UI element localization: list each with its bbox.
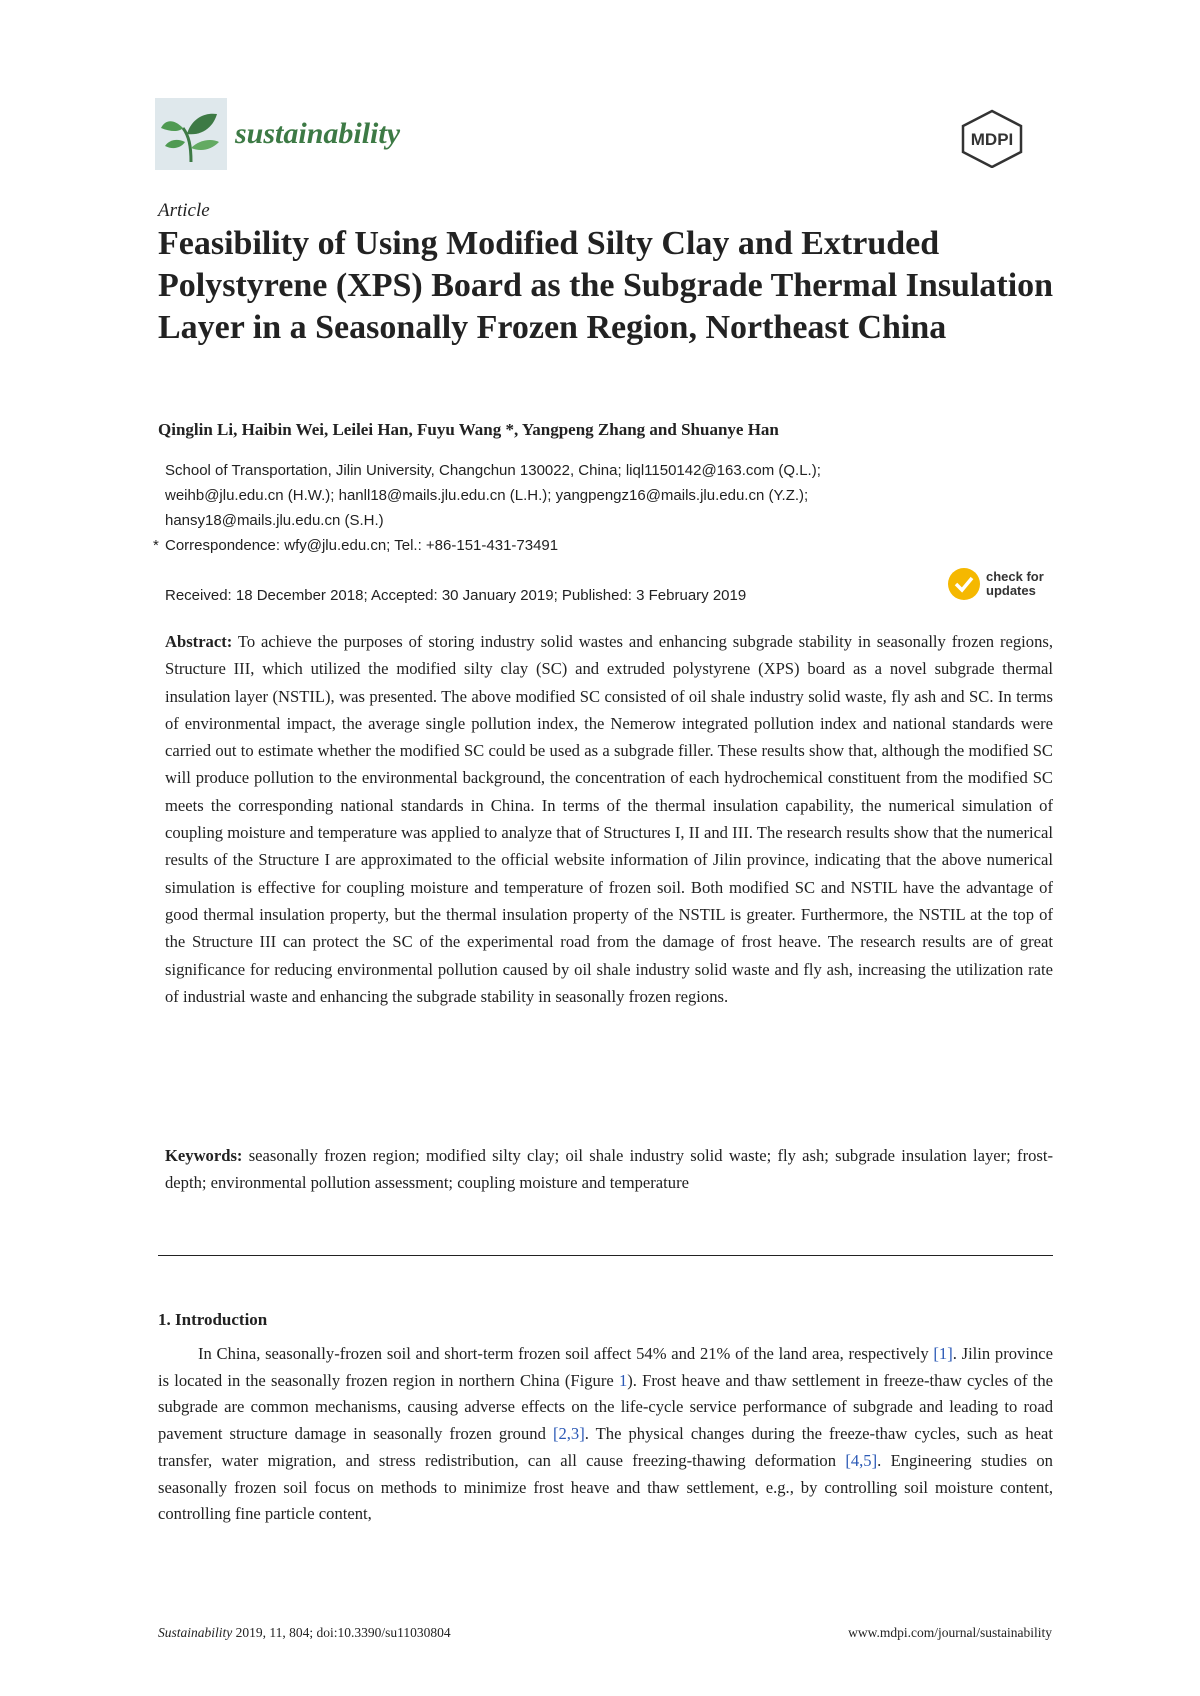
citation-link[interactable]: [2,3] (552, 1424, 585, 1444)
paragraph-text: In China, seasonally-frozen soil and short-term frozen soil affect 54% and 21% of the land area, respectively (198, 1344, 934, 1363)
correspondence-mark: * (153, 537, 159, 554)
divider (158, 1255, 1053, 1256)
introduction-paragraph (158, 1341, 1053, 1528)
paragraph-text: . Engineering studies on seasonally frozen soil focus on methods to minimize frost heave and thaw settlement, e.g., by controlling soil moisture content, controlling fine particle content, (158, 1450, 1053, 1524)
figure-link[interactable]: 1 (618, 1370, 628, 1390)
keywords-text: seasonally frozen region; modified silty clay; oil shale industry solid waste; fly ash; subgrade insulation layer; frost-depth; environmental pollution assessment; coupling moisture and temperature (165, 1146, 1053, 1192)
paragraph-text: ). Frost heave and thaw settlement in freeze-thaw cycles of the subgrade are common mechanisms, causing adverse effects on the life-cycle service performance of subgrade and leading to road pavement structure damage in seasonally frozen ground (158, 1370, 1053, 1444)
footer-citation (158, 1625, 451, 1641)
publication-dates: Received: 18 December 2018; Accepted: 30 January 2019; Published: 3 February 2019 (165, 587, 747, 604)
affiliation-line: School of Transportation, Jilin University, Changchun 130022, China; liql1150142@163.com (Q.L.); (165, 462, 821, 479)
article-type: Article (158, 200, 210, 221)
abstract-label: Abstract: (165, 632, 233, 651)
citation-link[interactable]: [1] (933, 1344, 953, 1363)
affiliation-line: weihb@jlu.edu.cn (H.W.); hanll18@mails.jlu.edu.cn (L.H.); yangpengz16@mails.jlu.edu.cn (Y.Z.); (165, 487, 809, 504)
keywords-label: Keywords: (165, 1146, 243, 1165)
abstract-text: To achieve the purposes of storing industry solid wastes and enhancing subgrade stability in seasonally frozen regions, Structure III, which utilized the modified silty clay (SC) and extruded polystyrene (XPS) board as a novel subgrade thermal insulation layer (NSTIL), was presented. The above modified SC consisted of oil shale industry solid waste, fly ash and SC. In terms of environmental impact, the average single pollution index, the Nemerow integrated pollution index and national standards were carried out to estimate whether the modified SC could be used as a subgrade filler. These results show that, although the modified SC will produce pollution to the environmental background, the concentration of each hydrochemical constituent from the modified SC meets the corresponding national standards in China. In terms of the thermal insulation capability, the numerical simulation of coupling moisture and temperature was applied to analyze that of Structures I, II and III. The research results show that the numerical results of the Structure I are approximated to the official website information of Jilin province, indicating that the above numerical simulation is effective for coupling moisture and temperature of frozen soil. Both modified SC and NSTIL have the advantage of good thermal insulation property, but the thermal insulation property of the NSTIL is greater. Furthermore, the NSTIL at the top of the Structure III can protect the SC of the experimental road from the damage of frost heave. The research results are of great significance for reducing environmental pollution caused by oil shale industry solid waste and fly ash, increasing the utilization rate of industrial waste and enhancing the subgrade stability in seasonally frozen regions. (165, 632, 1053, 1006)
check-label: check for (986, 569, 1044, 584)
paper-title: Feasibility of Using Modified Silty Clay and Extruded Polystyrene (XPS) Board as the Subgrade Thermal Insulation Layer in a Seasonally Frozen Region, Northeast China (158, 225, 1054, 346)
mdpi-logo[interactable] (958, 108, 1026, 168)
correspondence-info: Correspondence: wfy@jlu.edu.cn; Tel.: +86-151-431-73491 (165, 537, 559, 554)
paragraph-text: . The physical changes during the freeze-thaw cycles, such as heat transfer, water migration, and stress redistribution, can all cause freezing-thawing deformation (158, 1424, 1054, 1470)
section-heading: 1. Introduction (158, 1310, 268, 1329)
journal-logo[interactable] (155, 98, 400, 170)
check-for-updates-badge[interactable] (948, 568, 1044, 600)
updates-label: updates (986, 583, 1036, 598)
citation-link[interactable]: [4,5] (845, 1450, 878, 1470)
journal-name: sustainability (235, 117, 401, 150)
footer-doi: 2019, 11, 804; doi:10.3390/su11030804 (232, 1625, 451, 1640)
footer-journal: Sustainability (158, 1625, 233, 1640)
author-list: Qinglin Li, Haibin Wei, Leilei Han, Fuyu Wang *, Yangpeng Zhang and Shuanye Han (158, 420, 779, 439)
footer-url[interactable]: www.mdpi.com/journal/sustainability (848, 1625, 1052, 1640)
publisher-name: MDPI (970, 130, 1014, 149)
checkmark-icon (948, 568, 980, 600)
affiliations (153, 458, 1065, 558)
keywords (165, 1142, 1053, 1196)
paragraph-text: . Jilin province is located in the seasonally frozen region in northern China (Figure (158, 1344, 1053, 1390)
affiliation-line: hansy18@mails.jlu.edu.cn (S.H.) (165, 512, 384, 529)
abstract (165, 628, 1053, 1010)
leaf-icon (155, 98, 227, 170)
